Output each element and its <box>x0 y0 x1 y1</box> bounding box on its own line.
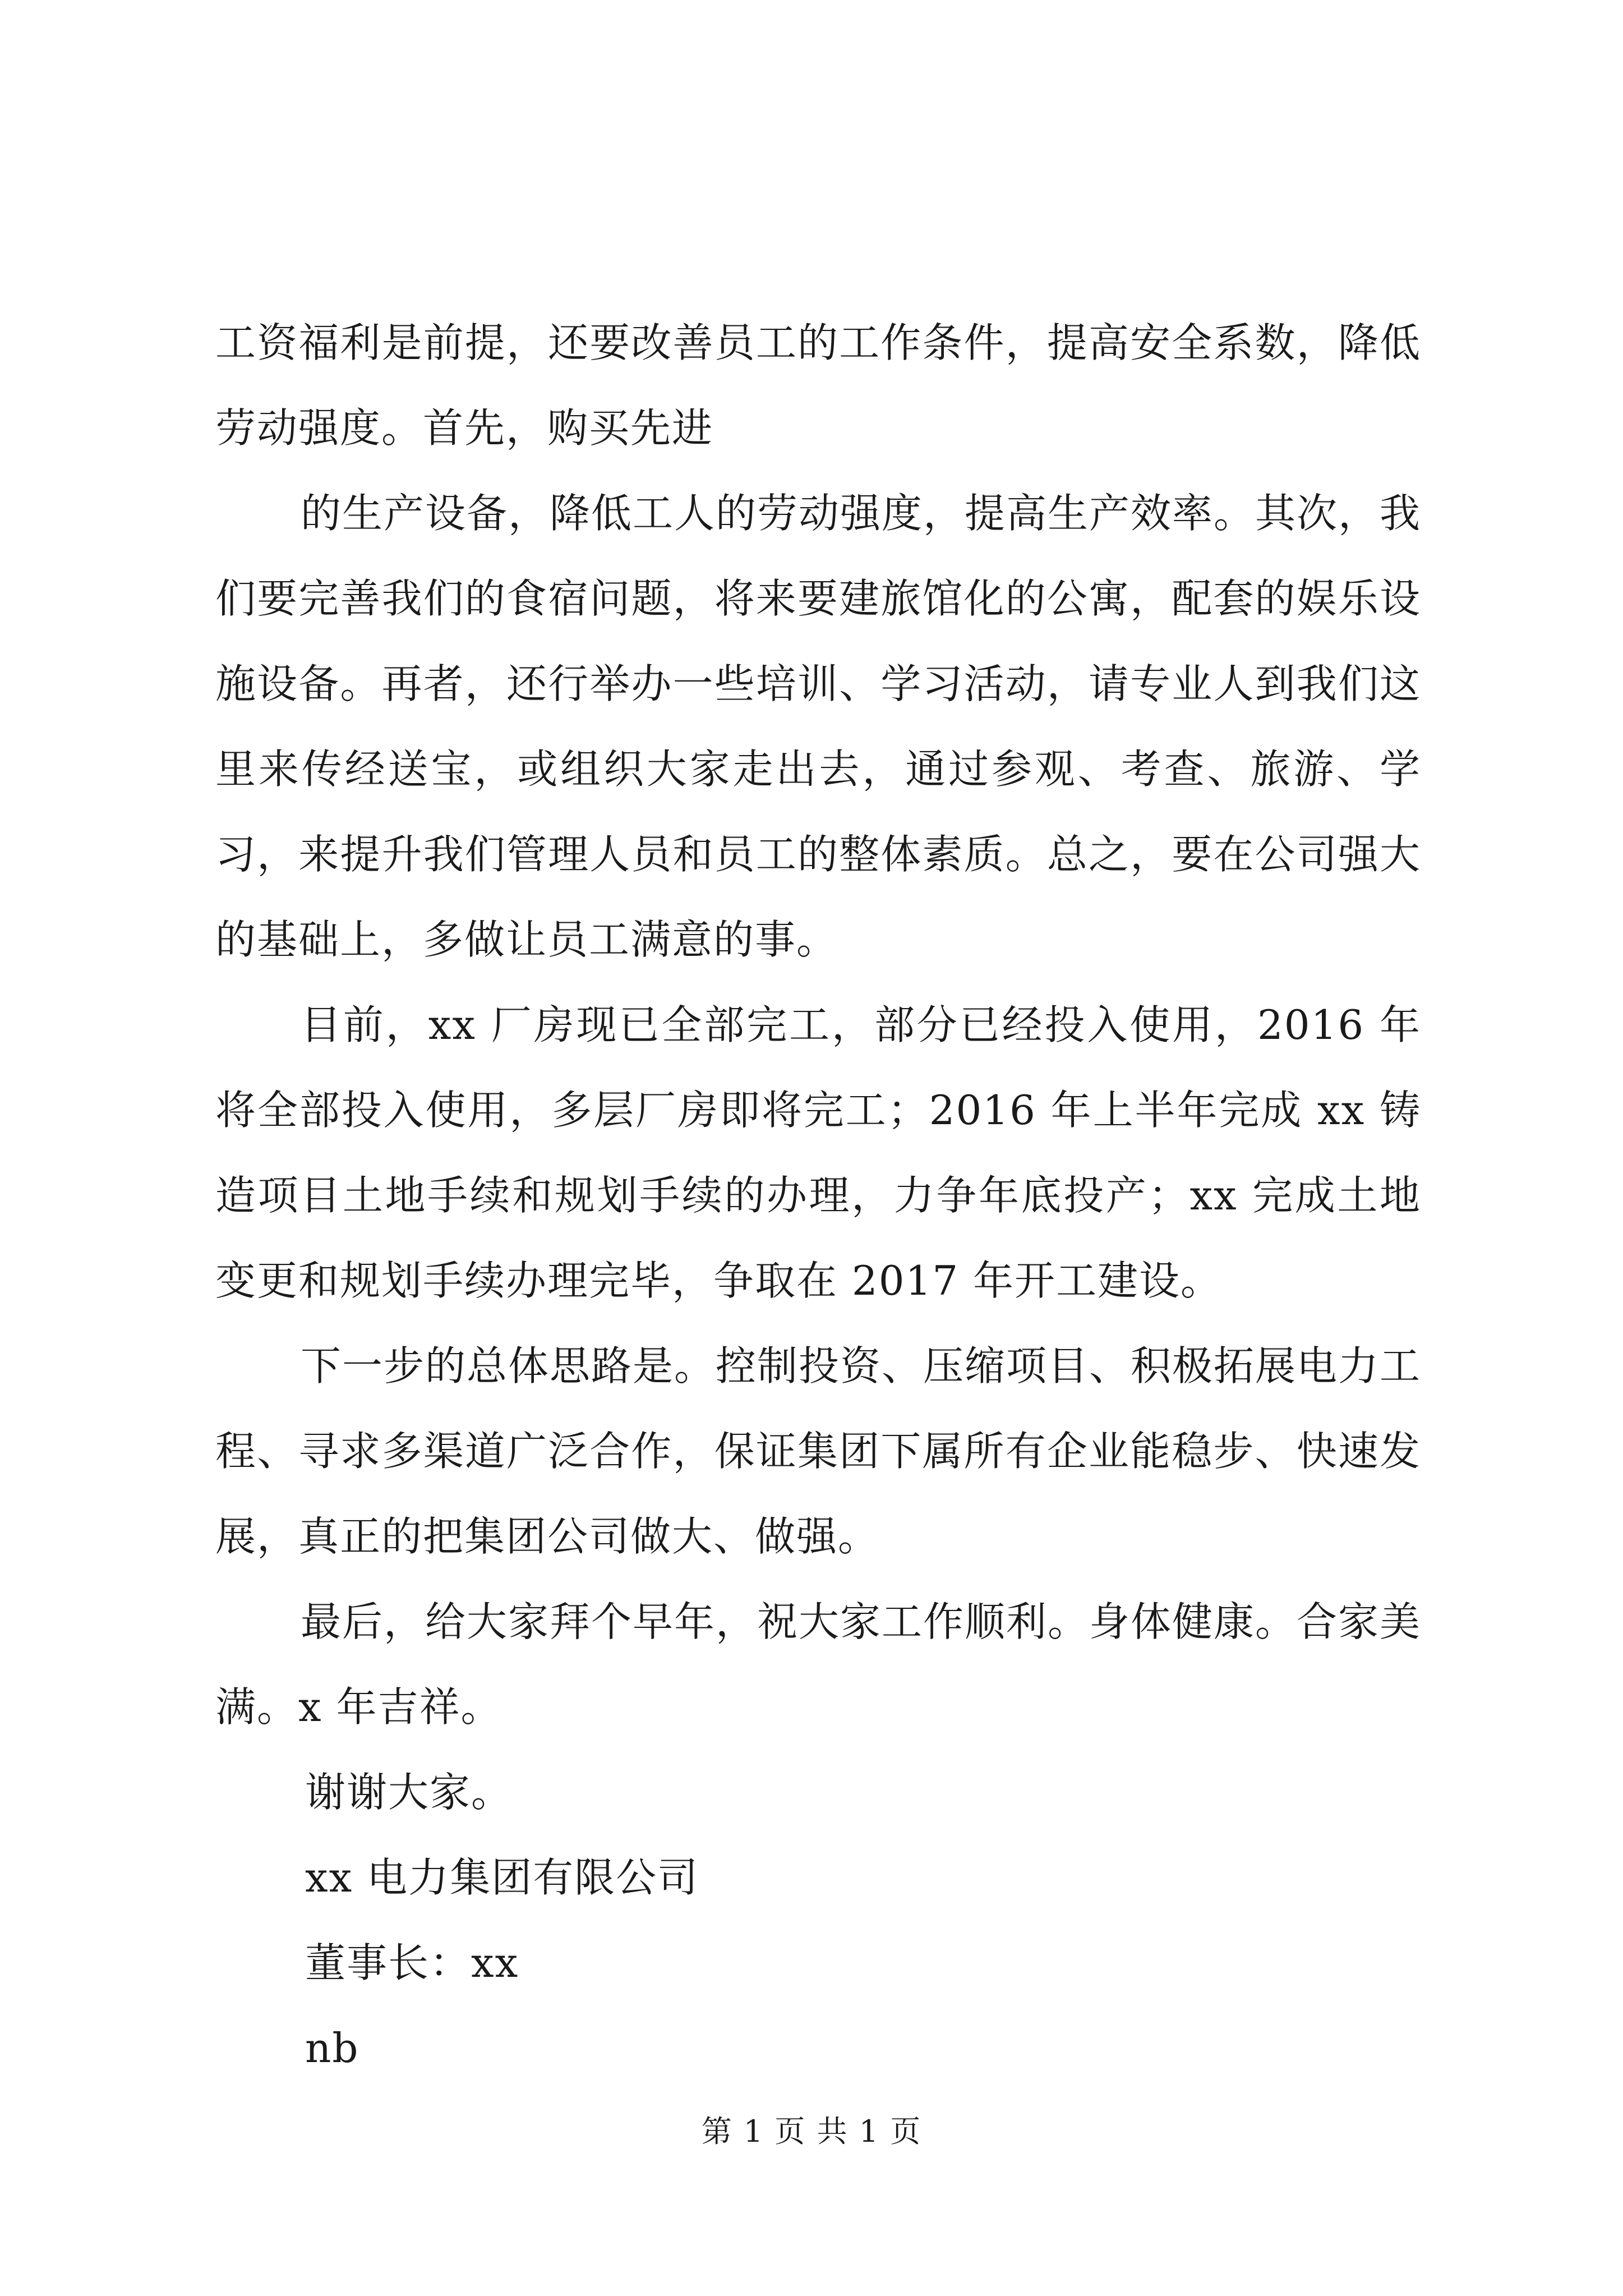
document-body <box>215 300 1421 2091</box>
paragraph-4: 下一步的总体思路是。控制投资、压缩项目、积极拓展电力工程、寻求多渠道广泛合作，保证集团下属所有企业能稳步、快速发展，真正的把集团公司做大、做强。 <box>215 1342 1422 1560</box>
paragraph-2: 的生产设备，降低工人的劳动强度，提高生产效率。其次，我们要完善我们的食宿问题，将来要建旅馆化的公寓，配套的娱乐设施设备。再者，还行举办一些培训、学习活动，请专业人到我们这里来传经送宝，或组织大家走出去，通过参观、考查、旅游、学习，来提升我们管理人员和员工的整体素质。总之，要在公司强大的基础上，多做让员工满意的事。 <box>215 490 1422 963</box>
closing-note: nb <box>305 2024 359 2072</box>
paragraph-1: 工资福利是前提，还要改善员工的工作条件，提高安全系数，降低劳动强度。首先，购买先进 <box>215 319 1421 452</box>
page-footer: 第 1 页 共 1 页 <box>701 2114 922 2149</box>
closing-chairman: 董事长：xx <box>305 1939 519 1986</box>
paragraph-3: 目前，xx 厂房现已全部完工，部分已经投入使用，2016 年将全部投入使用，多层厂房即将完工；2016 年上半年完成 xx 铸造项目土地手续和规划手续的办理，力争年底投产；xx 完成土地变更和规划手续办理完毕，争取在 2017 年开工建设。 <box>215 1001 1421 1304</box>
paragraph-5: 最后，给大家拜个早年，祝大家工作顺利。身体健康。合家美满。x 年吉祥。 <box>215 1598 1422 1731</box>
closing-company: xx 电力集团有限公司 <box>305 1854 699 1901</box>
closing-thanks: 谢谢大家。 <box>305 1769 513 1816</box>
